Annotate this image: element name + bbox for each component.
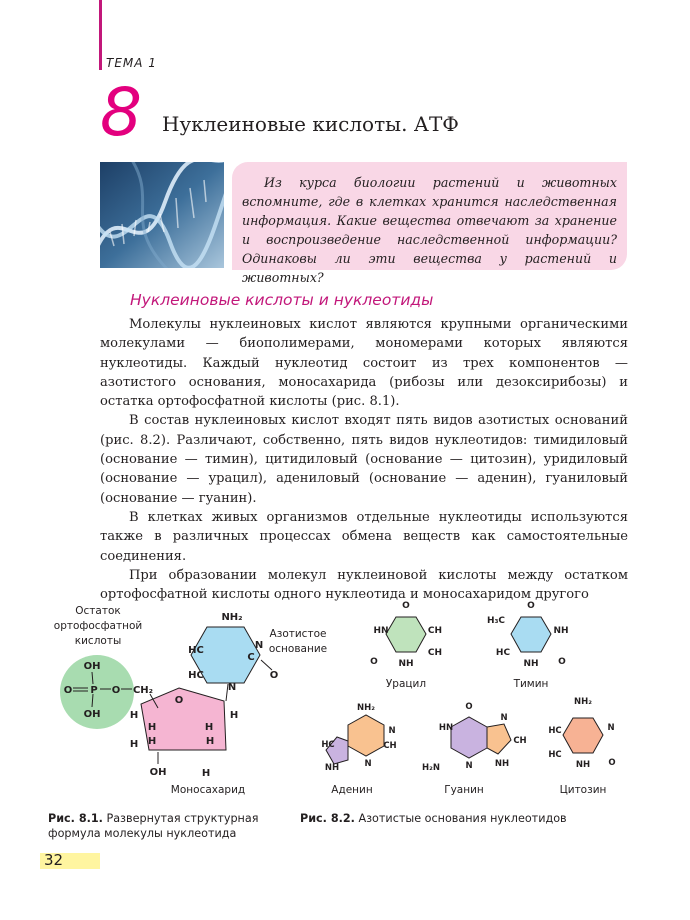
page-number: 32 [44, 851, 64, 869]
caption-number: Рис. 8.2. [300, 812, 355, 825]
phosphate-label-1: Остаток [75, 605, 121, 617]
svg-text:O: O [63, 685, 73, 696]
paragraph: Молекулы нуклеиновых кислот являются крупными органическими молекулами — биополимерами, мономерами которых являются нуклеотиды. Каждый нуклеотид состоит из трех компонентов — азотистого основания, моносахарида (рибозы или дезоксирибозы) и остатка ортофосфатной кислоты (рис. 8.1). [100, 317, 628, 410]
paragraph: В состав нуклеиновых кислот входят пять видов азотистых оснований (рис. 8.2). Различают, собственно, пять видов нуклеотидов: тимидиловый (основание — тимин), цитидиловый (основание — цитозин), уридиловый (основание — урацил), адениловый (основание — аденин), гуаниловый (основание — гуанин). [100, 413, 628, 506]
guanine-label: Гуанин [444, 784, 484, 796]
svg-text:NH: NH [523, 659, 539, 669]
caption-text: Развернутая структурная [106, 812, 259, 825]
svg-text:O: O [527, 601, 535, 611]
svg-text:OH: OH [83, 661, 101, 672]
svg-text:H: H [205, 736, 215, 747]
svg-text:NH: NH [398, 659, 414, 669]
chapter-number: 8 [100, 74, 142, 151]
svg-text:O: O [269, 670, 279, 681]
svg-text:OH: OH [149, 767, 167, 778]
svg-text:O: O [608, 758, 616, 768]
adenine-pyrimidine [348, 715, 384, 756]
caption-text: формула молекулы нуклеотида [48, 827, 237, 840]
svg-text:O: O [111, 685, 121, 696]
topic-label: ТЕМА 1 [106, 56, 157, 70]
svg-text:CH₂: CH₂ [132, 685, 154, 696]
svg-text:NH: NH [494, 759, 510, 769]
svg-text:O: O [370, 657, 378, 667]
svg-text:HC: HC [188, 645, 204, 656]
svg-text:HC: HC [321, 740, 335, 750]
thymine-label: Тимин [513, 678, 549, 690]
svg-text:P: P [90, 685, 98, 696]
cytosine-structure [548, 697, 615, 770]
svg-text:HC: HC [188, 670, 204, 681]
svg-text:N: N [500, 713, 508, 723]
svg-text:CH: CH [427, 626, 443, 636]
svg-text:HC: HC [548, 726, 562, 736]
svg-text:N: N [388, 726, 396, 736]
thymine-ring [511, 617, 551, 652]
svg-text:H: H [129, 739, 139, 750]
uracil-label: Урацил [385, 678, 427, 690]
caption-text: Азотистые основания нуклеотидов [358, 812, 567, 825]
svg-text:HC: HC [548, 750, 562, 760]
uracil-ring [386, 617, 426, 652]
phosphate-label-3: кислоты [74, 635, 122, 647]
sugar-label: Моносахарид [170, 784, 246, 796]
svg-text:NH₂: NH₂ [574, 697, 592, 707]
svg-text:H: H [129, 710, 139, 721]
adenine-structure [321, 703, 396, 773]
phosphate-label-2: ортофосфатной [53, 620, 143, 632]
paragraph: В клетках живых организмов отдельные нуклеотиды используются также в различных процессах обмена веществ как самостоятельные соединения. [100, 509, 628, 564]
svg-text:O: O [558, 657, 566, 667]
svg-text:O: O [174, 695, 184, 706]
dna-illustration [100, 162, 224, 268]
svg-text:HC: HC [495, 648, 511, 658]
paragraph: При образовании молекул нуклеиновой кислоты между остатком ортофосфатной кислоты одного нуклеотида и моносахаридом другого [100, 567, 628, 603]
adenine-label: Аденин [331, 784, 373, 796]
base-label-1: Азотистое [269, 628, 327, 640]
svg-text:H: H [147, 722, 157, 733]
svg-text:H₂N: H₂N [422, 763, 440, 773]
svg-text:N: N [227, 682, 237, 693]
svg-text:OH: OH [83, 709, 101, 720]
svg-text:CH: CH [513, 736, 527, 746]
svg-text:HN: HN [373, 626, 389, 636]
svg-text:H: H [229, 710, 239, 721]
svg-text:H: H [204, 722, 214, 733]
svg-text:H₃C: H₃C [486, 616, 506, 626]
cytosine-ring [563, 718, 603, 753]
thymine-structure [487, 601, 569, 669]
svg-text:CH: CH [427, 648, 443, 658]
svg-text:HN: HN [438, 723, 454, 733]
svg-text:NH: NH [324, 763, 340, 773]
guanine-pyrimidine [451, 717, 487, 758]
svg-text:NH₂: NH₂ [221, 612, 243, 623]
svg-text:H: H [147, 736, 157, 747]
caption-number: Рис. 8.1. [48, 812, 103, 825]
page-title: Нуклеиновые кислоты. АТФ [162, 112, 459, 136]
svg-text:O: O [465, 702, 473, 712]
svg-text:N: N [364, 759, 372, 769]
svg-text:O: O [402, 601, 410, 611]
cytosine-label: Цитозин [559, 784, 607, 796]
svg-text:NH: NH [575, 760, 591, 770]
uracil-structure [370, 601, 442, 669]
section-heading: Нуклеиновые кислоты и нуклеотиды [130, 291, 434, 309]
svg-text:C: C [247, 652, 255, 663]
figure-8-1-caption [48, 811, 258, 841]
figure-8-2-caption [300, 811, 567, 826]
body-text [100, 315, 628, 604]
svg-text:NH₂: NH₂ [357, 703, 375, 713]
guanine-imidazole [487, 724, 511, 754]
svg-text:NH: NH [553, 626, 569, 636]
base-label-2: основание [268, 643, 328, 655]
svg-text:N: N [254, 640, 264, 651]
nucleotide-figure [46, 600, 626, 810]
intro-question: Из курса биологии растений и животных вспомните, где в клетках хранится наследственная информация. Какие вещества отвечают за хранение и воспроизведение наследственной информации? Одинаковы ли эти вещества у растений и животных? [242, 175, 617, 285]
svg-text:H: H [201, 768, 211, 779]
svg-text:N: N [465, 761, 473, 771]
svg-text:N: N [607, 723, 615, 733]
guanine-structure [422, 702, 527, 773]
svg-text:CH: CH [383, 741, 397, 751]
topic-accent-bar [99, 0, 102, 70]
